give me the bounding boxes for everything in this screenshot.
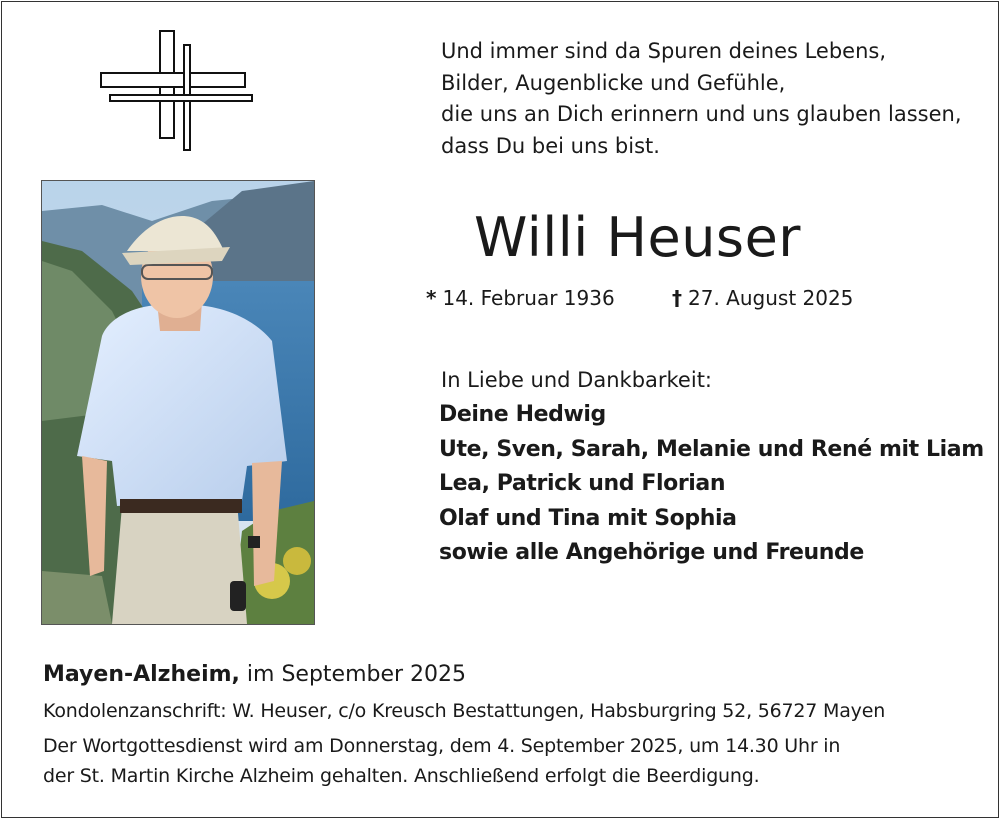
- portrait-photo: [41, 180, 315, 625]
- place: Mayen-Alzheim,: [43, 662, 240, 687]
- service-info-line: Der Wortgottesdienst wird am Donnerstag, dem 4. September 2025, um 14.30 Uhr in: [43, 735, 841, 757]
- mourner-line: Lea, Patrick und Florian: [439, 471, 726, 496]
- mourner-line: sowie alle Angehörige und Freunde: [439, 540, 864, 565]
- mourner-line: Ute, Sven, Sarah, Melanie und René mit Liam: [439, 436, 984, 462]
- poem-line: dass Du bei uns bist.: [441, 133, 660, 158]
- mourners-intro: In Liebe und Dankbarkeit:: [441, 368, 713, 392]
- death-symbol: †: [672, 286, 682, 310]
- condolence-address: Kondolenzanschrift: W. Heuser, c/o Kreusch Bestattungen, Habsburgring 52, 56727 Mayen: [43, 700, 886, 722]
- deceased-name: Willi Heuser: [474, 206, 801, 269]
- birth-symbol: *: [426, 286, 437, 310]
- death-date: [672, 286, 853, 310]
- mourner-line: Olaf und Tina mit Sophia: [439, 505, 737, 531]
- poem-line: die uns an Dich erinnern und uns glauben lassen,: [441, 102, 962, 126]
- service-info-line: der St. Martin Kirche Alzheim gehalten. Anschließend erfolgt die Beerdigung.: [43, 765, 760, 787]
- birth-date: [426, 286, 615, 310]
- poem-line: Bilder, Augenblicke und Gefühle,: [441, 70, 786, 95]
- death-date-text: 27. August 2025: [688, 286, 854, 310]
- notice-date: im September 2025: [246, 662, 467, 687]
- mourners-list: [439, 398, 984, 571]
- place-date: [43, 662, 466, 687]
- poem-line: Und immer sind da Spuren deines Lebens,: [441, 39, 887, 63]
- birth-date-text: 14. Februar 1936: [442, 286, 615, 310]
- cross-icon: [100, 30, 255, 155]
- mourner-line: Deine Hedwig: [439, 402, 606, 427]
- poem: [441, 36, 962, 162]
